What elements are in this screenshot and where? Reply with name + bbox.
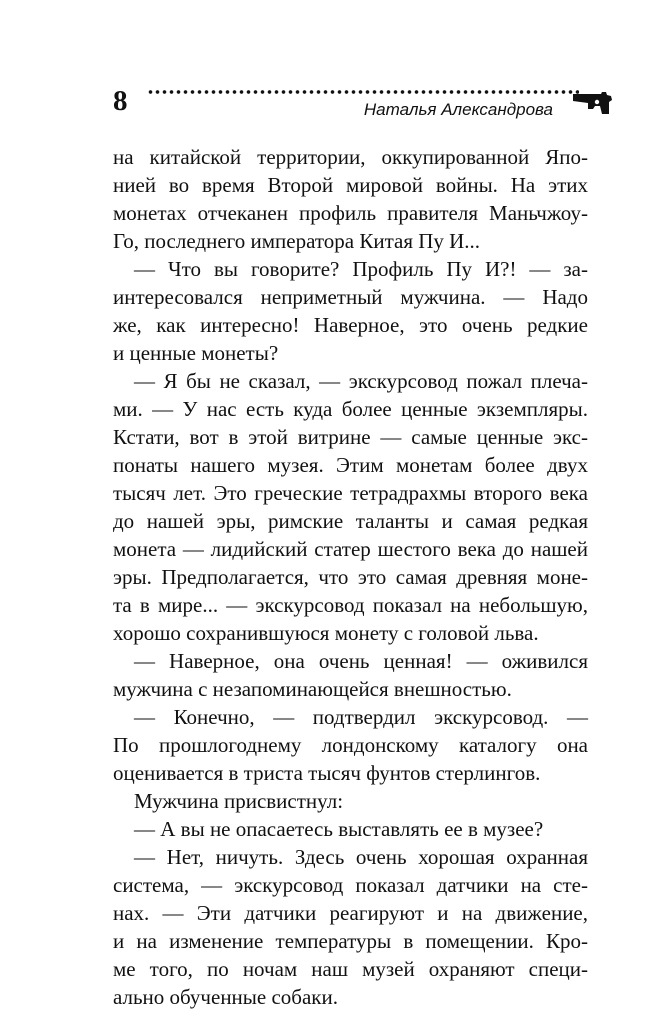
text-line: интересовался неприметный мужчина. — Надо xyxy=(113,285,588,309)
header-dotted-rule xyxy=(147,89,579,95)
text-line: Мужчина присвистнул: xyxy=(134,789,344,813)
text-line: — Нет, ничуть. Здесь очень хорошая охранная xyxy=(134,845,588,869)
text-line: — А вы не опасаетесь выставлять ее в музее? xyxy=(134,817,544,841)
text-line: и на изменение температуры в помещении. Кро- xyxy=(113,929,588,953)
text-line: — Что вы говорите? Профиль Пу И?! — за- xyxy=(134,257,588,281)
text-line: монетах отчеканен профиль правителя Маньчжоу- xyxy=(113,201,588,225)
text-line: тысяч лет. Это греческие тетрадрахмы второго века xyxy=(113,481,588,505)
text-line: мужчина с незапоминающейся внешностью. xyxy=(113,677,512,701)
text-line: Кстати, вот в этой витрине — самые ценные экс- xyxy=(113,425,588,449)
page-number: 8 xyxy=(113,85,128,117)
text-line: Го, последнего императора Китая Пу И... xyxy=(113,229,481,253)
text-line: ально обученные собаки. xyxy=(113,985,338,1009)
text-line: — Наверное, она очень ценная! — оживился xyxy=(134,649,588,673)
text-line: та в мире... — экскурсовод показал на небольшую, xyxy=(113,593,588,617)
text-line: — Я бы не сказал, — экскурсовод пожал плеча- xyxy=(134,369,588,393)
text-line: монета — лидийский статер шестого века до нашей xyxy=(113,537,588,561)
text-line: нах. — Эти датчики реагируют и на движение, xyxy=(113,901,588,925)
text-line: до нашей эры, римские таланты и самая редкая xyxy=(113,509,588,533)
text-line: нией во время Второй мировой войны. На этих xyxy=(113,173,588,197)
text-line: же, как интересно! Наверное, это очень редкие xyxy=(113,313,588,337)
text-line: ме того, по ночам наш музей охраняют специ- xyxy=(113,957,588,981)
text-line: система, — экскурсовод показал датчики на сте- xyxy=(113,873,588,897)
text-line: и ценные монеты? xyxy=(113,341,279,365)
text-line: ми. — У нас есть куда более ценные экземпляры. xyxy=(113,397,588,421)
text-line: По прошлогоднему лондонскому каталогу она xyxy=(113,733,588,757)
body-text xyxy=(113,143,588,1011)
text-line: хорошо сохранившуюся монету с головой льва. xyxy=(113,621,539,645)
text-line: оценивается в триста тысяч фунтов стерлингов. xyxy=(113,761,541,785)
text-line: понаты нашего музея. Этим монетам более двух xyxy=(113,453,588,477)
revolver-icon xyxy=(571,90,615,116)
running-header xyxy=(113,84,613,124)
header-author: Наталья Александрова xyxy=(363,100,553,119)
text-line: — Конечно, — подтвердил экскурсовод. — xyxy=(134,705,588,729)
text-line: на китайской территории, оккупированной Япо- xyxy=(113,145,588,169)
text-line: эры. Предполагается, что это самая древняя моне- xyxy=(113,565,588,589)
